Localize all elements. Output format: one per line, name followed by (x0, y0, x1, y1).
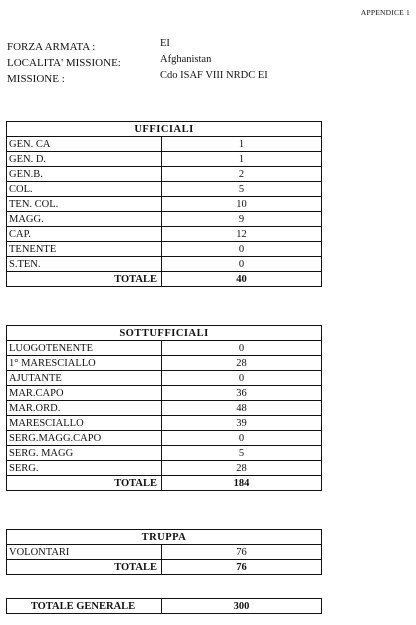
count-cell: 1 (162, 152, 322, 167)
count-cell: 76 (162, 545, 322, 560)
grand-total-row (7, 599, 322, 614)
total-row (7, 476, 322, 491)
count-cell: 0 (162, 341, 322, 356)
total-label: TOTALE (7, 272, 162, 287)
count-cell: 5 (162, 446, 322, 461)
grade-cell: AJUTANTE (7, 371, 162, 386)
appendix-label: APPENDICE 1 (360, 8, 410, 17)
grade-cell: MAR.ORD. (7, 401, 162, 416)
table-row (7, 242, 322, 257)
table-row (7, 371, 322, 386)
table-row (7, 197, 322, 212)
count-cell: 1 (162, 137, 322, 152)
table-totale-generale (6, 598, 322, 614)
table-row (7, 341, 322, 356)
total-label: TOTALE (7, 560, 162, 575)
grade-cell: GEN. D. (7, 152, 162, 167)
grade-cell: 1° MARESCIALLO (7, 356, 162, 371)
total-row (7, 560, 322, 575)
count-cell: 0 (162, 257, 322, 272)
count-cell: 2 (162, 167, 322, 182)
grade-cell: VOLONTARI (7, 545, 162, 560)
count-cell: 28 (162, 356, 322, 371)
count-cell: 0 (162, 431, 322, 446)
meta-label: FORZA ARMATA : (7, 41, 96, 53)
grade-cell: SERG. MAGG (7, 446, 162, 461)
total-label: TOTALE (7, 476, 162, 491)
table-sottufficiali (6, 325, 322, 491)
meta-label: MISSIONE : (7, 73, 65, 85)
grade-cell: CAP. (7, 227, 162, 242)
table-row (7, 167, 322, 182)
table-row (7, 152, 322, 167)
count-cell: 28 (162, 461, 322, 476)
grade-cell: LUOGOTENENTE (7, 341, 162, 356)
count-cell: 9 (162, 212, 322, 227)
count-cell: 10 (162, 197, 322, 212)
count-cell: 5 (162, 182, 322, 197)
total-row (7, 272, 322, 287)
count-cell: 0 (162, 371, 322, 386)
count-cell: 48 (162, 401, 322, 416)
table-row (7, 212, 322, 227)
total-value: 184 (162, 476, 322, 491)
table-row (7, 137, 322, 152)
count-cell: 12 (162, 227, 322, 242)
table-row (7, 545, 322, 560)
grade-cell: TEN. COL. (7, 197, 162, 212)
table-row (7, 461, 322, 476)
table-title: TRUPPA (7, 530, 322, 545)
grade-cell: COL. (7, 182, 162, 197)
count-cell: 36 (162, 386, 322, 401)
meta-value: EI (160, 38, 170, 49)
meta-value: Cdo ISAF VIII NRDC EI (160, 70, 268, 81)
meta-value: Afghanistan (160, 54, 212, 65)
grade-cell: SERG.MAGG.CAPO (7, 431, 162, 446)
total-value: 76 (162, 560, 322, 575)
table-truppa (6, 529, 322, 575)
table-row (7, 356, 322, 371)
table-row (7, 401, 322, 416)
table-row (7, 386, 322, 401)
table-ufficiali (6, 121, 322, 287)
count-cell: 39 (162, 416, 322, 431)
table-title: SOTTUFFICIALI (7, 326, 322, 341)
grade-cell: SERG. (7, 461, 162, 476)
grade-cell: GEN. CA (7, 137, 162, 152)
table-row (7, 416, 322, 431)
grade-cell: MAR.CAPO (7, 386, 162, 401)
table-row (7, 446, 322, 461)
table-row (7, 431, 322, 446)
meta-label: LOCALITA' MISSIONE: (7, 57, 121, 69)
grand-total-label: TOTALE GENERALE (7, 599, 162, 614)
table-row (7, 182, 322, 197)
grand-total-value: 300 (162, 599, 322, 614)
grade-cell: MARESCIALLO (7, 416, 162, 431)
grade-cell: MAGG. (7, 212, 162, 227)
total-value: 40 (162, 272, 322, 287)
count-cell: 0 (162, 242, 322, 257)
grade-cell: GEN.B. (7, 167, 162, 182)
grade-cell: TENENTE (7, 242, 162, 257)
table-row (7, 227, 322, 242)
table-title: UFFICIALI (7, 122, 322, 137)
table-row (7, 257, 322, 272)
grade-cell: S.TEN. (7, 257, 162, 272)
